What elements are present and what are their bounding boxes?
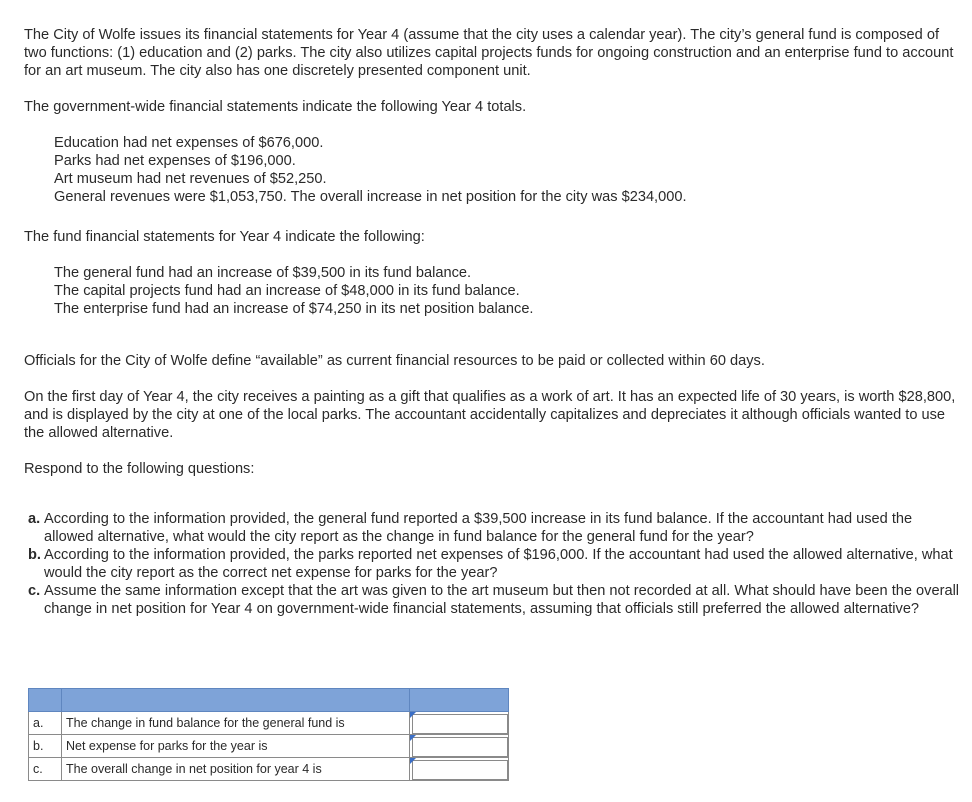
table-row (29, 735, 509, 758)
row-letter: a. (29, 712, 62, 735)
answer-input-a[interactable] (412, 714, 508, 734)
row-letter: b. (29, 735, 62, 758)
question-list (24, 510, 964, 618)
row-letter: c. (29, 758, 62, 781)
row-label: The overall change in net position for year 4 is (62, 758, 410, 781)
gov-wide-item: General revenues were $1,053,750. The overall increase in net position for the city was $234,000. (54, 189, 687, 205)
answer-table-header (29, 689, 509, 712)
gov-wide-item: Parks had net expenses of $196,000. (54, 153, 296, 169)
fund-item: The general fund had an increase of $39,500 in its fund balance. (54, 265, 472, 281)
input-flag-icon (410, 712, 416, 718)
gov-wide-list (54, 134, 964, 206)
intro-paragraph: The City of Wolfe issues its financial statements for Year 4 (assume that the city uses a calendar year). The city’s general fund is composed of two functions: (1) education and (2) parks. The city also utilizes capital projects funds for ongoing construction and an enterprise fund to account for an art museum. The city also has one discretely presented component unit. (24, 27, 954, 79)
input-flag-icon (410, 735, 416, 741)
question-item (24, 582, 964, 618)
problem-text (24, 26, 964, 618)
painting-paragraph: On the first day of Year 4, the city receives a painting as a gift that qualifies as a work of art. It has an expected life of 30 years, is worth $28,800, and is displayed by the city at one of the local parks. The accountant accidentally capitalizes and depreciates it although officials wanted to use the allowed alternative. (24, 389, 956, 441)
question-item (24, 546, 964, 582)
gov-wide-intro: The government-wide financial statements indicate the following Year 4 totals. (24, 99, 527, 115)
question-letter: c. (28, 583, 41, 599)
table-row (29, 712, 509, 735)
fund-intro: The fund financial statements for Year 4 indicate the following: (24, 229, 425, 245)
gov-wide-item: Art museum had net revenues of $52,250. (54, 171, 327, 187)
question-letter: b. (28, 547, 41, 563)
fund-list (54, 264, 964, 318)
table-row (29, 758, 509, 781)
question-text: Assume the same information except that the art was given to the art museum but then not recorded at all. What should have been the overall change in net position for Year 4 on government-wide financial statements, assuming that officials still preferred the allowed alternative? (44, 583, 960, 617)
available-definition: Officials for the City of Wolfe define “available” as current financial resources to be paid or collected within 60 days. (24, 353, 765, 369)
answer-input-c[interactable] (412, 760, 508, 780)
fund-item: The enterprise fund had an increase of $74,250 in its net position balance. (54, 301, 534, 317)
row-label: The change in fund balance for the general fund is (62, 712, 410, 735)
question-item (24, 510, 964, 546)
question-text: According to the information provided, the parks reported net expenses of $196,000. If the accountant had used the allowed alternative, what would the city report as the correct net expense for parks for the year? (44, 547, 953, 581)
input-flag-icon (410, 758, 416, 764)
row-label: Net expense for parks for the year is (62, 735, 410, 758)
question-text: According to the information provided, the general fund reported a $39,500 increase in its fund balance. If the accountant had used the allowed alternative, what would the city report as the change in fund balance for the general fund for the year? (44, 511, 913, 545)
answer-table (28, 688, 509, 781)
gov-wide-item: Education had net expenses of $676,000. (54, 135, 324, 151)
answer-input-b[interactable] (412, 737, 508, 757)
question-letter: a. (28, 511, 41, 527)
respond-prompt: Respond to the following questions: (24, 461, 255, 477)
fund-item: The capital projects fund had an increase of $48,000 in its fund balance. (54, 283, 520, 299)
